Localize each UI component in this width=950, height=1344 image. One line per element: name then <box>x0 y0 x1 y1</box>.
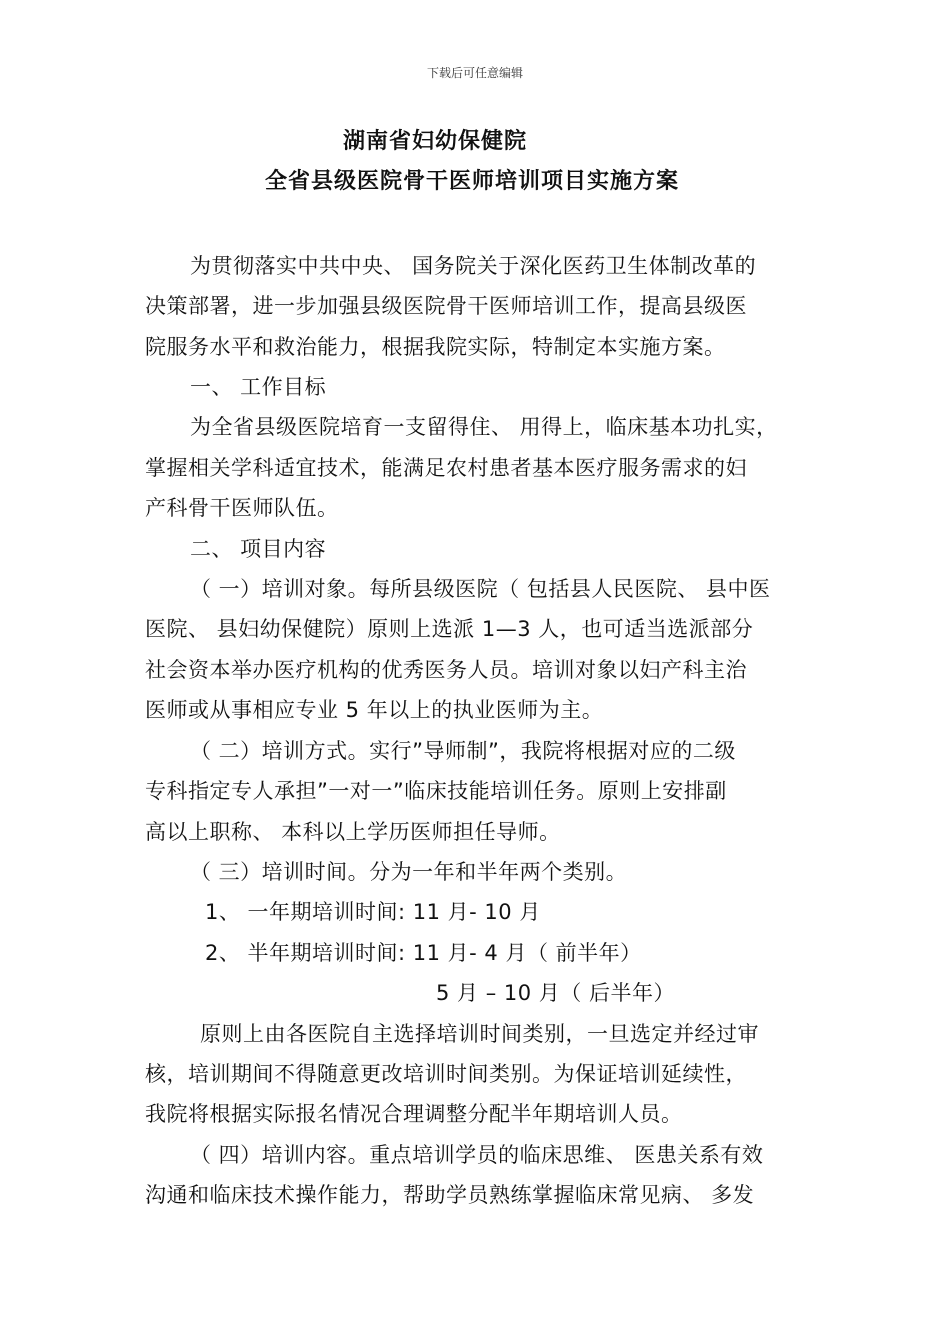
body-line: 原则上由各医院自主选择培训时间类别，一旦选定并经过审 <box>200 1022 759 1046</box>
body-line: （ 二）培训方式。实行”导师制”，我院将根据对应的二级 <box>190 739 736 763</box>
body-line: 我院将根据实际报名情况合理调整分配半年期培训人员。 <box>145 1102 683 1126</box>
header-note: 下载后可任意编辑 <box>426 66 523 80</box>
section-heading: 二、 项目内容 <box>190 537 327 561</box>
body-line: 为全省县级医院培育一支留得住、 用得上，临床基本功扎实， <box>190 415 778 439</box>
list-item-continuation: 5 月 – 10 月（ 后半年） <box>436 981 675 1005</box>
body-line: 医师或从事相应专业 5 年以上的执业医师为主。 <box>145 698 604 722</box>
body-line: 院服务水平和救治能力，根据我院实际，特制定本实施方案。 <box>145 335 726 359</box>
section-heading: 一、 工作目标 <box>190 375 327 399</box>
body-line: 专科指定专人承担”一对一”临床技能培训任务。原则上安排副 <box>145 779 727 803</box>
document-title-line-2: 全省县级医院骨干医师培训项目实施方案 <box>265 169 680 194</box>
list-item: 1、 一年期培训时间: 11 月- 10 月 <box>205 900 541 924</box>
body-line: （ 三）培训时间。分为一年和半年两个类别。 <box>190 860 628 884</box>
body-line: 为贯彻落实中共中央、 国务院关于深化医药卫生体制改革的 <box>190 254 757 278</box>
body-line: 高以上职称、 本科以上学历医师担任导师。 <box>145 820 561 844</box>
body-line: 核，培训期间不得随意更改培训时间类别。为保证培训延续性， <box>145 1062 747 1086</box>
document-title-line-1: 湖南省妇幼保健院 <box>343 129 528 154</box>
body-line: （ 四）培训内容。重点培训学员的临床思维、 医患关系有效 <box>190 1143 764 1167</box>
body-line: （ 一）培训对象。每所县级医院（ 包括县人民医院、 县中医 <box>190 577 771 601</box>
body-line: 决策部署，进一步加强县级医院骨干医师培训工作，提高县级医 <box>145 294 747 318</box>
body-line: 社会资本举办医疗机构的优秀医务人员。培训对象以妇产科主治 <box>145 658 747 682</box>
body-line: 掌握相关学科适宜技术，能满足农村患者基本医疗服务需求的妇 <box>145 456 747 480</box>
list-item: 2、 半年期培训时间: 11 月- 4 月（ 前半年） <box>205 941 642 965</box>
body-line: 沟通和临床技术操作能力，帮助学员熟练掌握临床常见病、 多发 <box>145 1183 755 1207</box>
body-line: 医院、 县妇幼保健院）原则上选派 1—3 人，也可适当选派部分 <box>145 617 754 641</box>
body-line: 产科骨干医师队伍。 <box>145 496 339 520</box>
